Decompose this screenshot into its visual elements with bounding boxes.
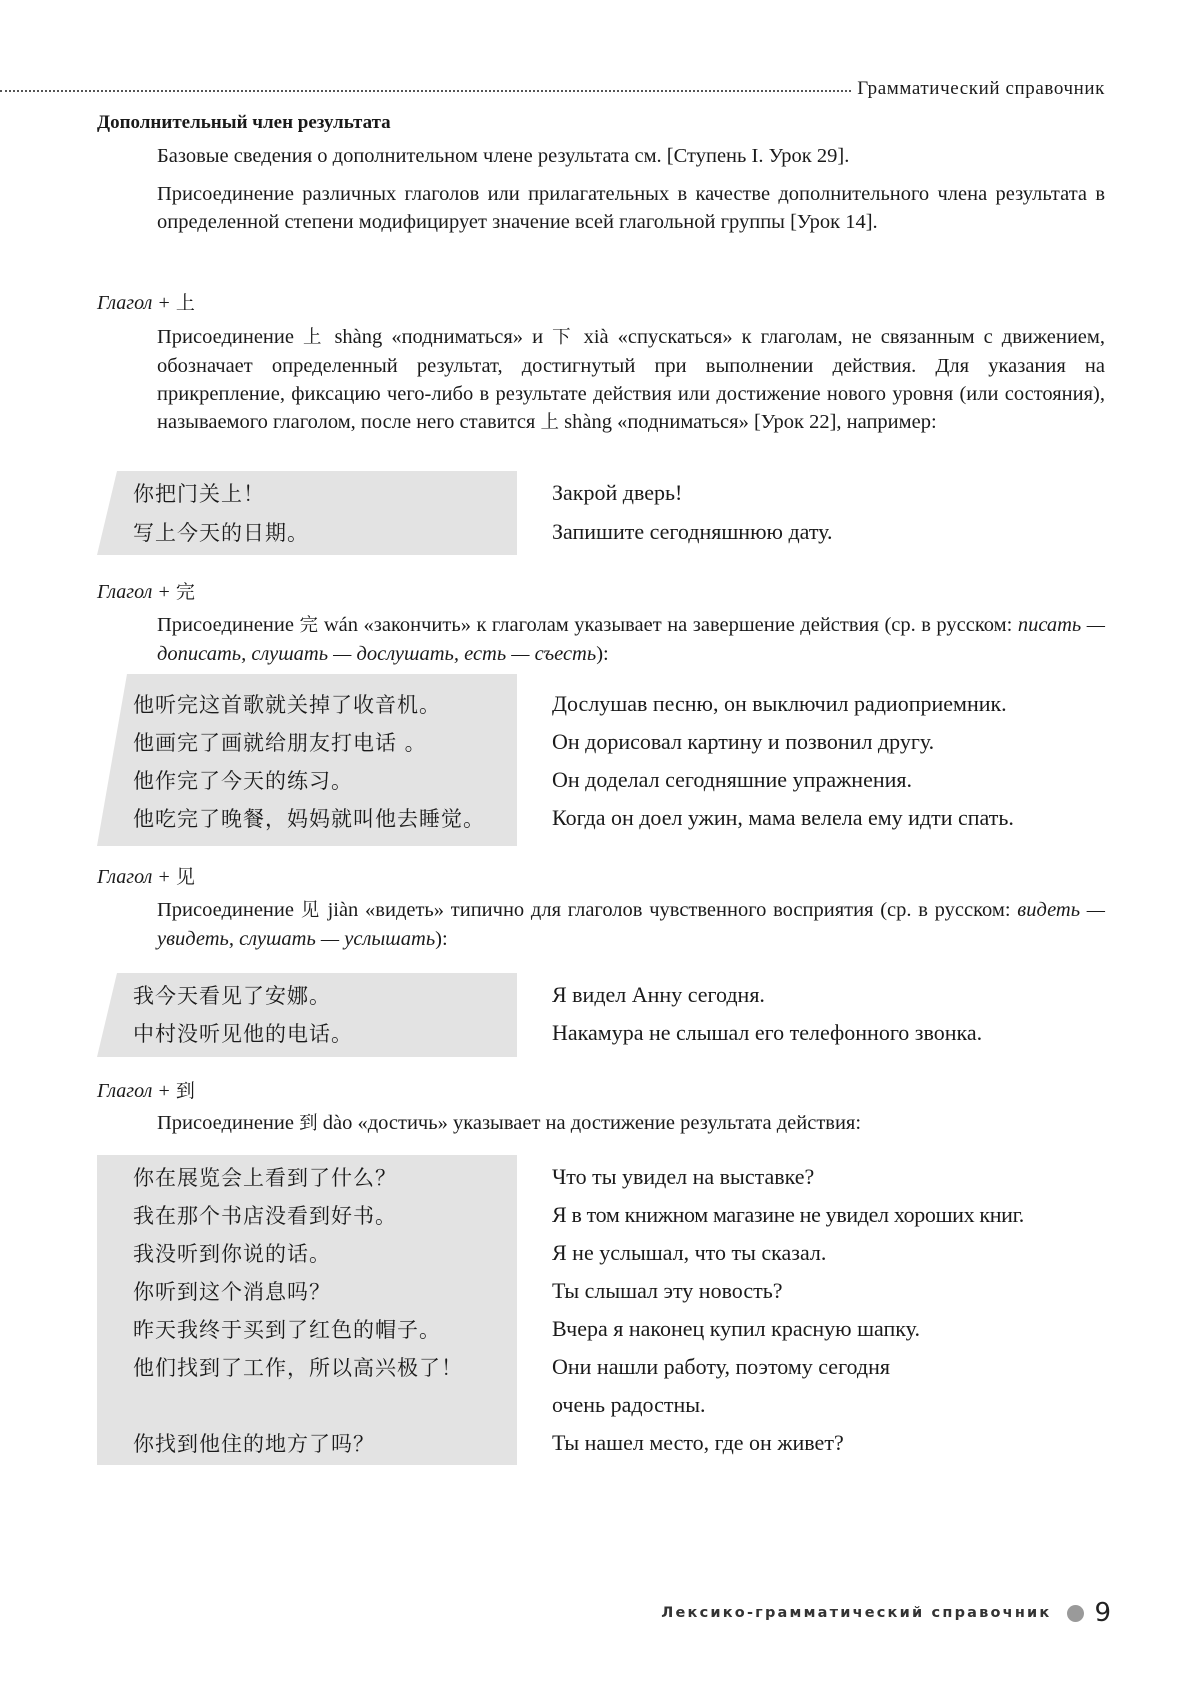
heading-prefix: Глагол +	[97, 581, 176, 603]
example-ru: Я не услышал, что ты сказал.	[552, 1240, 827, 1265]
example-ru: Я в том книжном магазине не увидел хороших книг.	[552, 1202, 1024, 1227]
example-zh: 我在那个书店没看到好书。	[133, 1204, 397, 1228]
page-footer	[661, 1598, 1111, 1628]
heading-char: 到	[175, 1080, 195, 1102]
intro-paragraph-2: Присоединение различных глаголов или прилагательных в качестве дополнительного члена результата в определенной степени модифицирует значение всей глагольной группы [Урок 14].	[157, 183, 1105, 233]
example-block-dao	[97, 1155, 1105, 1465]
example-zh: 他吃完了晚餐，妈妈就叫他去睡觉。	[133, 807, 485, 831]
subsection-text-dao: Присоединение 到 dào «достичь» указывает на достижение результата действия:	[157, 1112, 862, 1134]
heading-prefix: Глагол +	[97, 1080, 176, 1102]
example-block-shang	[97, 471, 1105, 555]
example-block-wan	[97, 674, 1105, 846]
subsection-heading-shang	[97, 288, 195, 315]
example-ru: Ты нашел место, где он живет?	[552, 1430, 844, 1455]
footer-dot	[1067, 1605, 1084, 1622]
running-title: Грамматический справочник	[857, 78, 1105, 99]
subsection-text-shang: Присоединение 上 shàng «подниматься» и 下 xià «спускаться» к глаголам, не связанным с движением, обозначает определенный результат, достигнутый при выполнении действия. Для указания на прикрепление, фиксацию чего-либо в результате действия или достижение нового уровня (или состояния), называемого глаголом, после него ставится 上 shàng «подниматься» [Урок 22], например:	[157, 326, 1105, 433]
example-ru: Когда он доел ужин, мама велела ему идти спать.	[552, 805, 1014, 830]
subsection-heading-wan	[97, 577, 195, 604]
example-zh: 写上今天的日期。	[133, 521, 309, 545]
example-ru: Дослушав песню, он выключил радиоприемник.	[552, 691, 1007, 716]
example-zh: 他听完这首歌就关掉了收音机。	[133, 693, 441, 717]
example-ru: Ты слышал эту новость?	[552, 1278, 783, 1303]
example-zh: 他们找到了工作，所以高兴极了！	[133, 1356, 463, 1380]
example-zh: 中村没听见他的电话。	[133, 1022, 353, 1046]
example-zh: 我今天看见了安娜。	[133, 984, 331, 1008]
subsection-text-jian: Присоединение 见 jiàn «видеть» типично для глаголов чувственного восприятия (ср. в русском: видеть — увидеть, слушать — услышать):	[157, 899, 1105, 950]
example-zh: 你把门关上！	[133, 482, 265, 506]
section-title: Дополнительный член результата	[97, 112, 391, 133]
example-ru: Он дорисовал картину и позвонил другу.	[552, 729, 935, 754]
example-ru: Я видел Анну сегодня.	[552, 982, 765, 1007]
example-zh: 他画完了画就给朋友打电话 。	[133, 731, 427, 755]
example-ru: Они нашли работу, поэтому сегодня	[552, 1354, 890, 1379]
example-ru: Накамура не слышал его телефонного звонка.	[552, 1020, 983, 1045]
heading-prefix: Глагол +	[97, 866, 176, 888]
subsection-heading-dao	[97, 1076, 195, 1103]
subsection-heading-jian	[97, 862, 195, 889]
example-ru: Вчера я наконец купил красную шапку.	[552, 1316, 920, 1341]
example-ru: очень радостны.	[552, 1392, 706, 1417]
running-head	[0, 72, 1105, 100]
heading-prefix: Глагол +	[97, 292, 176, 314]
example-block-jian	[97, 973, 1105, 1057]
example-zh: 你听到这个消息吗？	[133, 1280, 331, 1304]
example-zh: 你找到他住的地方了吗？	[133, 1432, 375, 1456]
example-zh: 昨天我终于买到了红色的帽子。	[133, 1318, 441, 1342]
example-ru: Он доделал сегодняшние упражнения.	[552, 767, 913, 792]
heading-char: 见	[175, 866, 195, 888]
heading-char: 上	[175, 292, 195, 314]
example-zh: 我没听到你说的话。	[133, 1242, 331, 1266]
subsection-text-wan: Присоединение 完 wán «закончить» к глаголам указывает на завершение действия (ср. в русском: писать — дописать, слушать — дослушать, есть — съесть):	[157, 614, 1105, 665]
example-ru: Запишите сегодняшнюю дату.	[552, 519, 833, 544]
page-number: 9	[1094, 1598, 1111, 1628]
dotted-leader	[0, 90, 851, 92]
example-zh: 你在展览会上看到了什么？	[133, 1166, 397, 1190]
footer-title: Лексико-грамматический справочник	[661, 1605, 1052, 1621]
intro-paragraph-1: Базовые сведения о дополнительном члене результата см. [Ступень I. Урок 29].	[157, 145, 850, 167]
heading-char: 完	[175, 581, 195, 603]
example-ru: Закрой дверь!	[552, 480, 683, 505]
example-ru: Что ты увидел на выставке?	[552, 1164, 815, 1189]
example-zh: 他作完了今天的练习。	[133, 769, 353, 793]
